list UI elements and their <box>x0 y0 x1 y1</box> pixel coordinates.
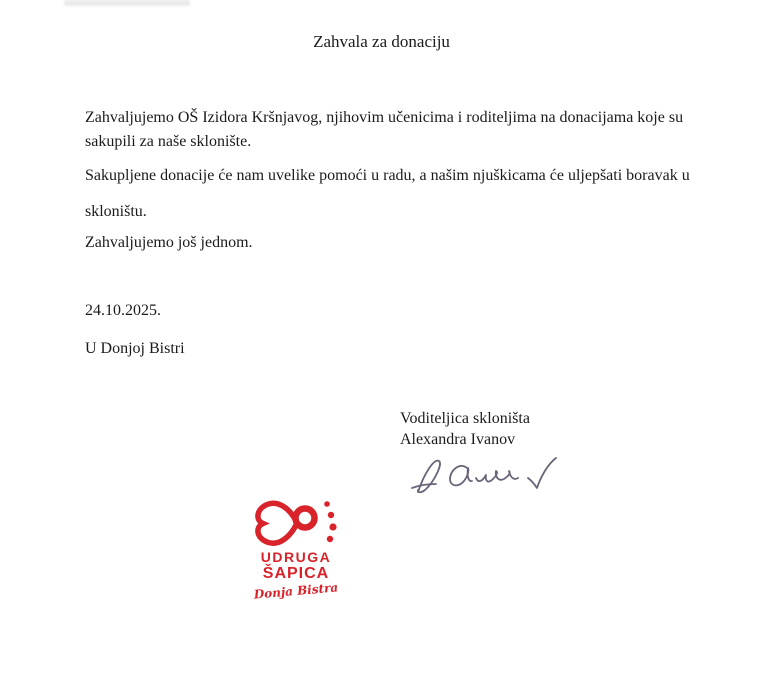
org-name-line1: UDRUGA <box>260 549 332 565</box>
letter-place: U Donjoj Bistri <box>85 340 185 357</box>
letter-paragraph-3: Zahvaljujemo još jednom. <box>85 234 253 251</box>
signature-block <box>400 408 530 450</box>
org-logo <box>246 498 346 602</box>
signatory-role: Voditeljica skloništa <box>400 410 530 427</box>
letter-paragraph-1: Zahvaljujemo OŠ Izidora Kršnjavog, njihovim učenicima i roditeljima na donacijama koje su sakupili za naše sklonište. <box>85 109 684 150</box>
signature-stroke <box>528 458 556 488</box>
org-name-line2: ŠAPICA <box>262 565 330 583</box>
signature-stroke <box>412 484 436 488</box>
signature-stroke <box>418 461 440 493</box>
paw-infinity-heart-icon <box>247 498 345 548</box>
paw-dot <box>327 536 333 542</box>
signature-stroke <box>450 466 472 485</box>
cropped-header-remnant <box>64 0 190 6</box>
signatory-name: Alexandra Ivanov <box>400 431 516 448</box>
paw-dot <box>324 501 330 507</box>
org-location: Donja Bistra <box>253 580 339 602</box>
letter-title: Zahvala za donaciju <box>313 32 450 51</box>
letter-date: 24.10.2025. <box>85 302 161 319</box>
paw-dot <box>328 512 334 518</box>
heart-loop <box>258 503 297 543</box>
letter-paragraph-2: Sakupljene donacije će nam uvelike pomoći u radu, a našim njuškicama će uljepšati boravak u skloništu. <box>85 167 690 220</box>
paw-dot <box>329 523 336 530</box>
handwritten-signature <box>408 448 563 503</box>
ring-loop <box>296 509 315 528</box>
signature-stroke <box>476 471 518 482</box>
